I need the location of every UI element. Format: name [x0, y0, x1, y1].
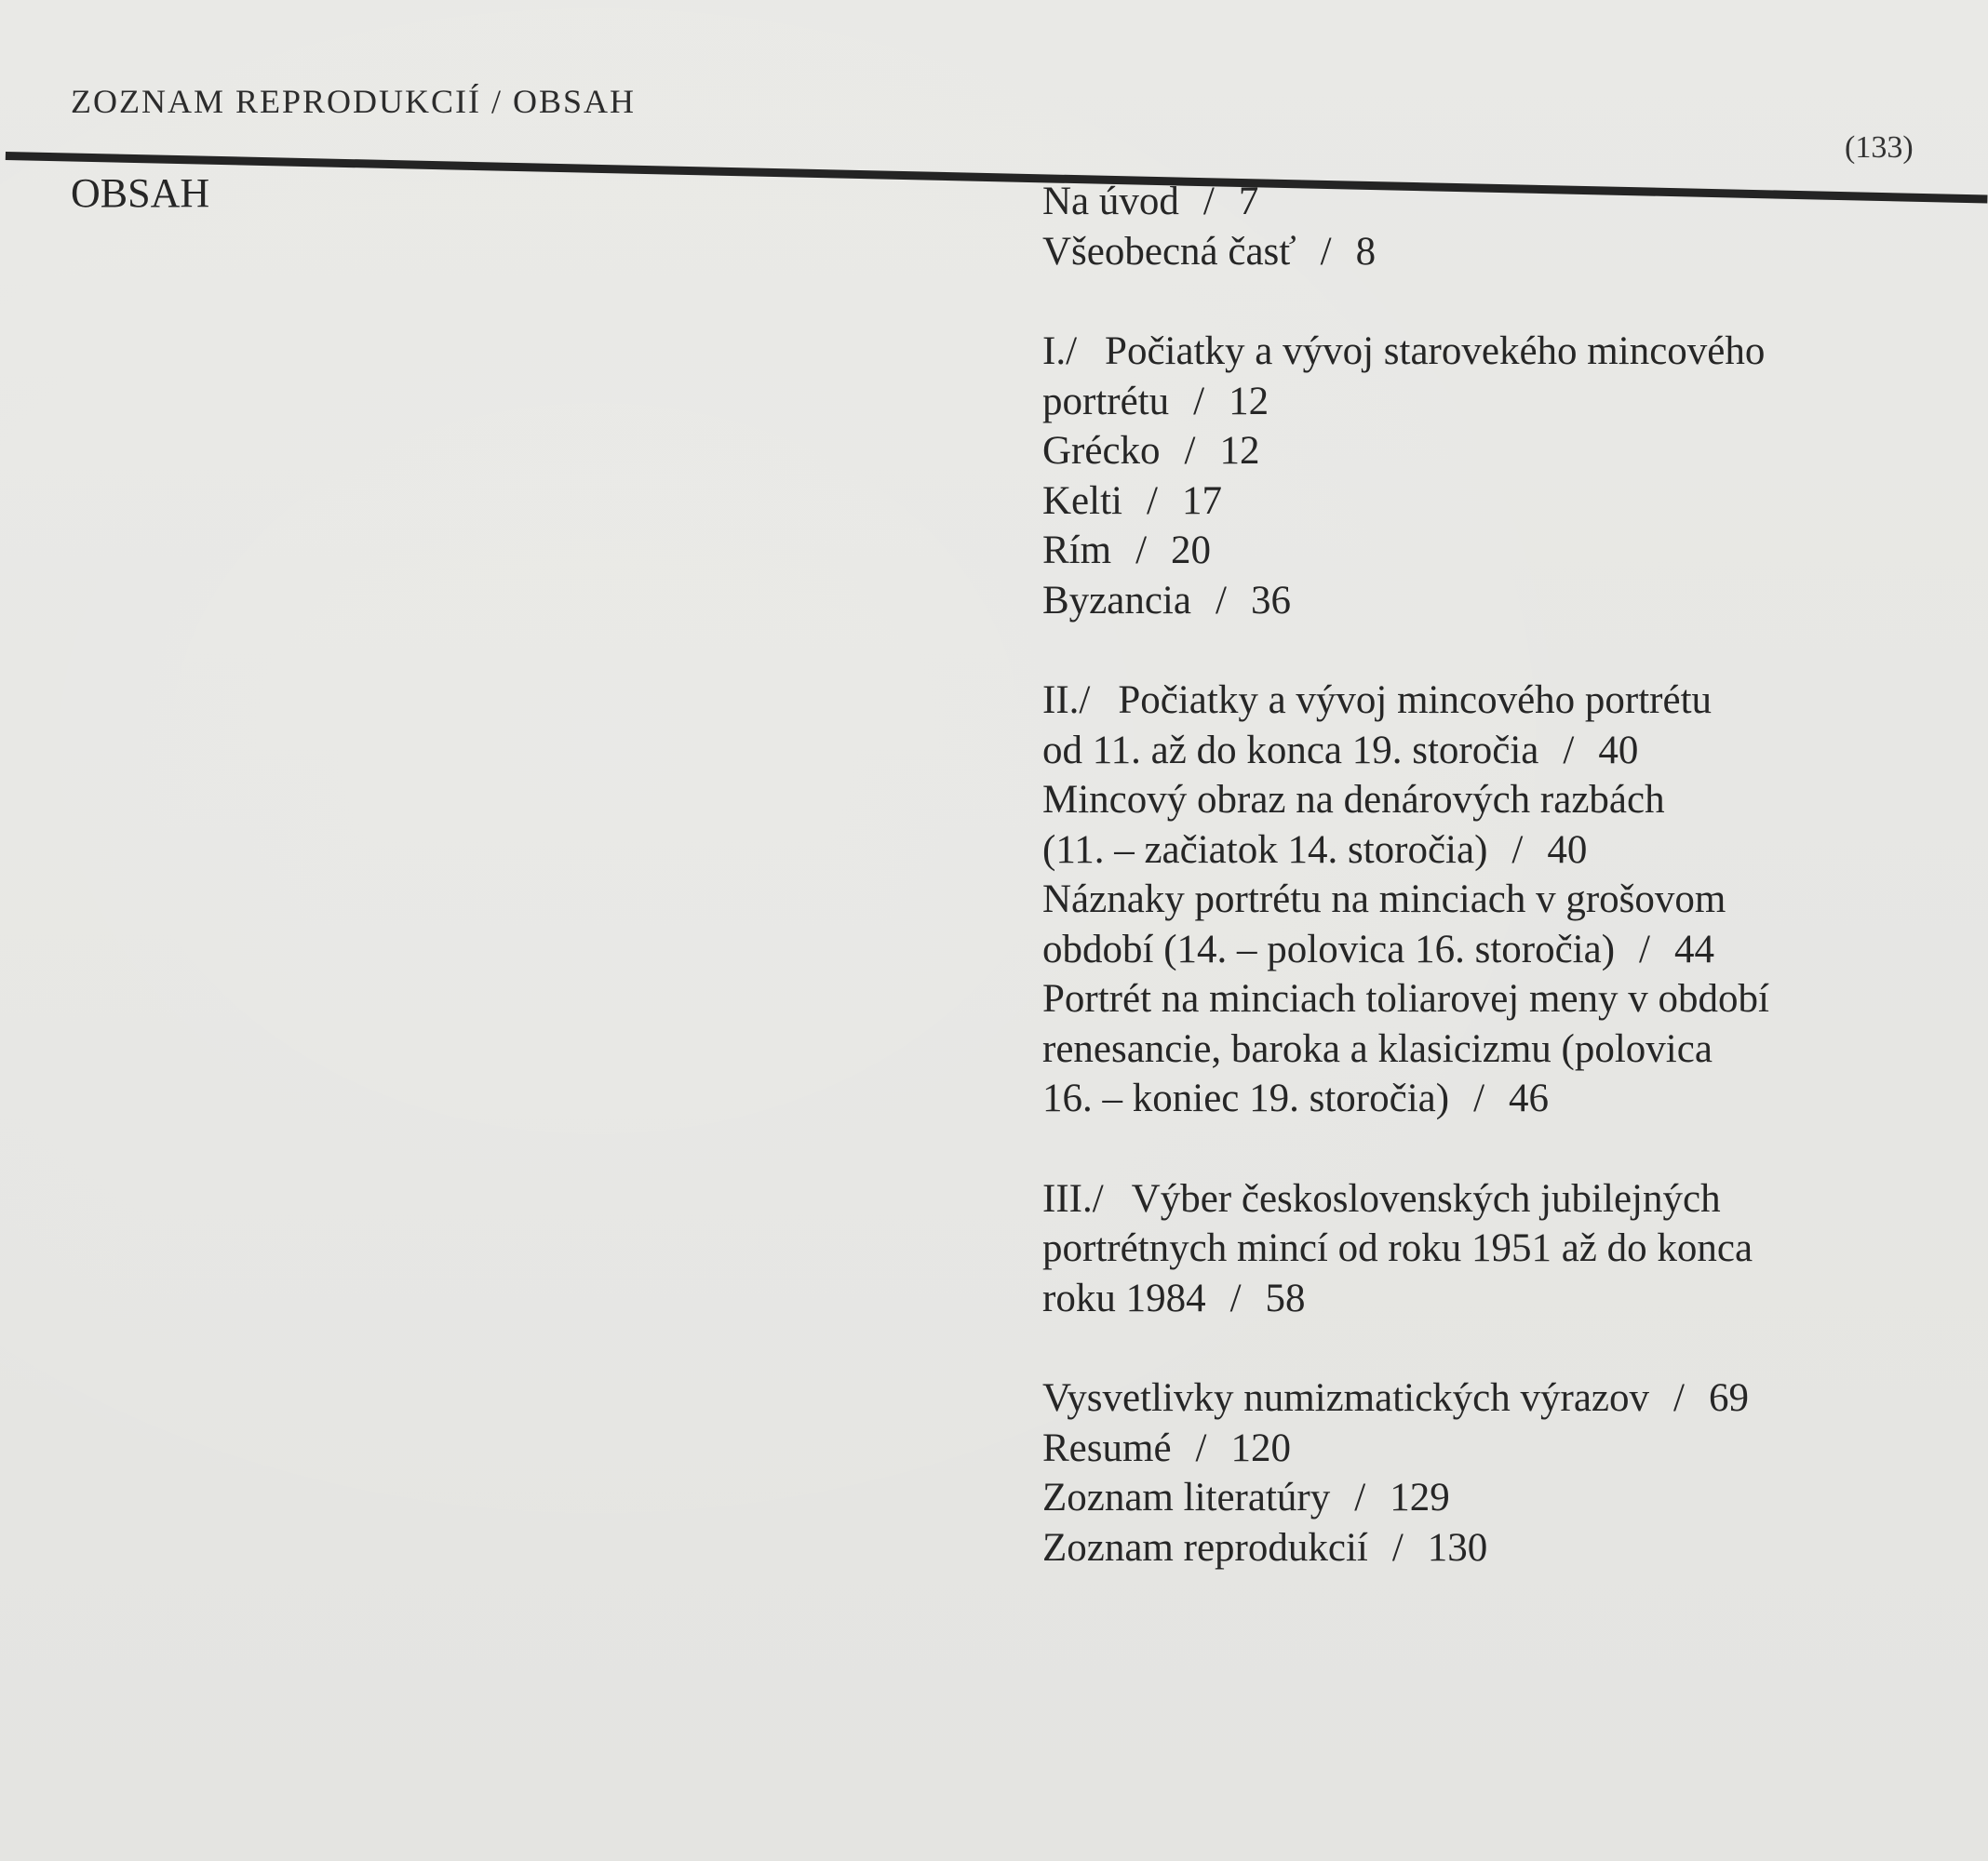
toc-entry-title: Všeobecná časť	[1042, 229, 1296, 274]
toc-entry	[1042, 476, 1880, 527]
toc-entry	[1042, 426, 1880, 476]
toc-entry-title: Na úvod	[1042, 180, 1179, 223]
toc-entry-title: Byzancia	[1042, 578, 1191, 623]
toc-entry	[1042, 1473, 1880, 1523]
toc-entry	[1042, 177, 1880, 227]
toc-separator: /	[1354, 1476, 1366, 1520]
toc-entry-page: 130	[1427, 1525, 1488, 1570]
part-title: Výber československých jubilejných	[1131, 1176, 1721, 1221]
toc-entry-page: 44	[1673, 927, 1714, 971]
toc-entry-title: Rím	[1042, 529, 1112, 572]
part-number: III./	[1042, 1176, 1104, 1221]
table-of-contents	[1042, 177, 1880, 1573]
toc-entry-title: Vysvetlivky numizmatických výrazov	[1042, 1376, 1650, 1420]
toc-entry-page: 36	[1250, 578, 1291, 623]
part-title: Počiatky a vývoj mincového portrétu	[1118, 678, 1713, 722]
toc-entry-page: 120	[1230, 1426, 1291, 1470]
toc-entry-page: 40	[1547, 827, 1588, 872]
part-number: II./	[1042, 678, 1091, 722]
toc-separator: /	[1673, 1376, 1685, 1420]
spacer	[1042, 1323, 1880, 1373]
toc-entry	[1042, 526, 1880, 576]
part-heading	[1042, 676, 1880, 726]
toc-entry-page: 12	[1229, 379, 1269, 423]
spacer	[1042, 1124, 1880, 1174]
part-title: roku 1984	[1042, 1276, 1206, 1320]
toc-separator: /	[1146, 478, 1158, 523]
toc-entry-page: 12	[1219, 429, 1260, 473]
toc-entry-continued	[1042, 1024, 1880, 1075]
toc-entry	[1042, 1373, 1880, 1424]
toc-separator: /	[1639, 927, 1650, 971]
toc-entry-title: 16. – koniec 19. storočia)	[1042, 1077, 1450, 1120]
toc-entry-title: Resumé	[1042, 1426, 1172, 1470]
toc-entry-title: Zoznam reprodukcií	[1042, 1525, 1368, 1570]
toc-entry-title: Grécko	[1042, 429, 1161, 473]
toc-entry	[1042, 227, 1880, 277]
toc-separator: /	[1202, 180, 1215, 223]
toc-entry	[1042, 1424, 1880, 1474]
spacer	[1042, 276, 1880, 327]
toc-entry-page: 58	[1265, 1276, 1306, 1320]
toc-entry-title: období (14. – polovica 16. storočia)	[1042, 927, 1616, 971]
toc-separator: /	[1320, 229, 1332, 274]
toc-separator: /	[1473, 1077, 1485, 1120]
toc-separator: /	[1193, 379, 1205, 423]
toc-entry-title: (11. – začiatok 14. storočia)	[1042, 827, 1488, 872]
part-title: Počiatky a vývoj starovekého mincového	[1105, 329, 1766, 373]
part-title: od 11. až do konca 19. storočia	[1042, 728, 1539, 772]
part-title: portrétnych mincí od roku 1951 až do konca	[1042, 1226, 1753, 1270]
toc-entry	[1042, 974, 1880, 1024]
toc-entry	[1042, 875, 1880, 925]
toc-entry-continued	[1042, 825, 1880, 876]
toc-separator: /	[1215, 578, 1227, 623]
part-heading-continued	[1042, 726, 1880, 776]
toc-entry-page: 129	[1390, 1476, 1450, 1520]
toc-entry-page: 40	[1598, 728, 1639, 772]
toc-entry-continued	[1042, 1074, 1880, 1124]
toc-entry-title: Kelti	[1042, 478, 1122, 523]
toc-separator: /	[1391, 1525, 1404, 1570]
toc-separator: /	[1511, 827, 1524, 872]
part-heading	[1042, 1174, 1880, 1225]
toc-separator: /	[1184, 429, 1196, 473]
part-heading-continued	[1042, 377, 1880, 427]
toc-separator: /	[1229, 1276, 1242, 1320]
toc-separator: /	[1195, 1426, 1207, 1470]
toc-entry	[1042, 1523, 1880, 1573]
toc-entry	[1042, 576, 1880, 626]
toc-entry-page: 20	[1171, 529, 1212, 572]
toc-entry-page: 7	[1238, 180, 1259, 223]
part-heading-continued	[1042, 1274, 1880, 1324]
running-head: ZOZNAM REPRODUKCIÍ / OBSAH	[71, 83, 637, 120]
toc-entry-page: 46	[1509, 1077, 1550, 1120]
toc-entry-title: Portrét na minciach toliarovej meny v období	[1042, 977, 1769, 1021]
part-title: portrétu	[1042, 379, 1170, 423]
toc-entry	[1042, 775, 1880, 825]
page-number: (133)	[1845, 130, 1914, 165]
toc-entry-title: Zoznam literatúry	[1042, 1476, 1331, 1520]
toc-entry-continued	[1042, 925, 1880, 975]
toc-entry-title: Mincový obraz na denárových razbách	[1042, 778, 1665, 822]
spacer	[1042, 625, 1880, 676]
toc-entry-title: Náznaky portrétu na minciach v grošovom	[1042, 877, 1726, 921]
toc-separator: /	[1135, 529, 1148, 572]
toc-entry-title: renesancie, baroka a klasicizmu (polovica	[1042, 1026, 1713, 1071]
part-heading	[1042, 327, 1880, 377]
toc-entry-page: 17	[1181, 478, 1222, 523]
toc-entry-page: 69	[1708, 1376, 1749, 1420]
toc-separator: /	[1563, 728, 1575, 772]
part-number: I./	[1042, 329, 1078, 373]
section-title: OBSAH	[71, 170, 210, 216]
part-heading-continued	[1042, 1224, 1880, 1274]
toc-entry-page: 8	[1355, 229, 1377, 274]
